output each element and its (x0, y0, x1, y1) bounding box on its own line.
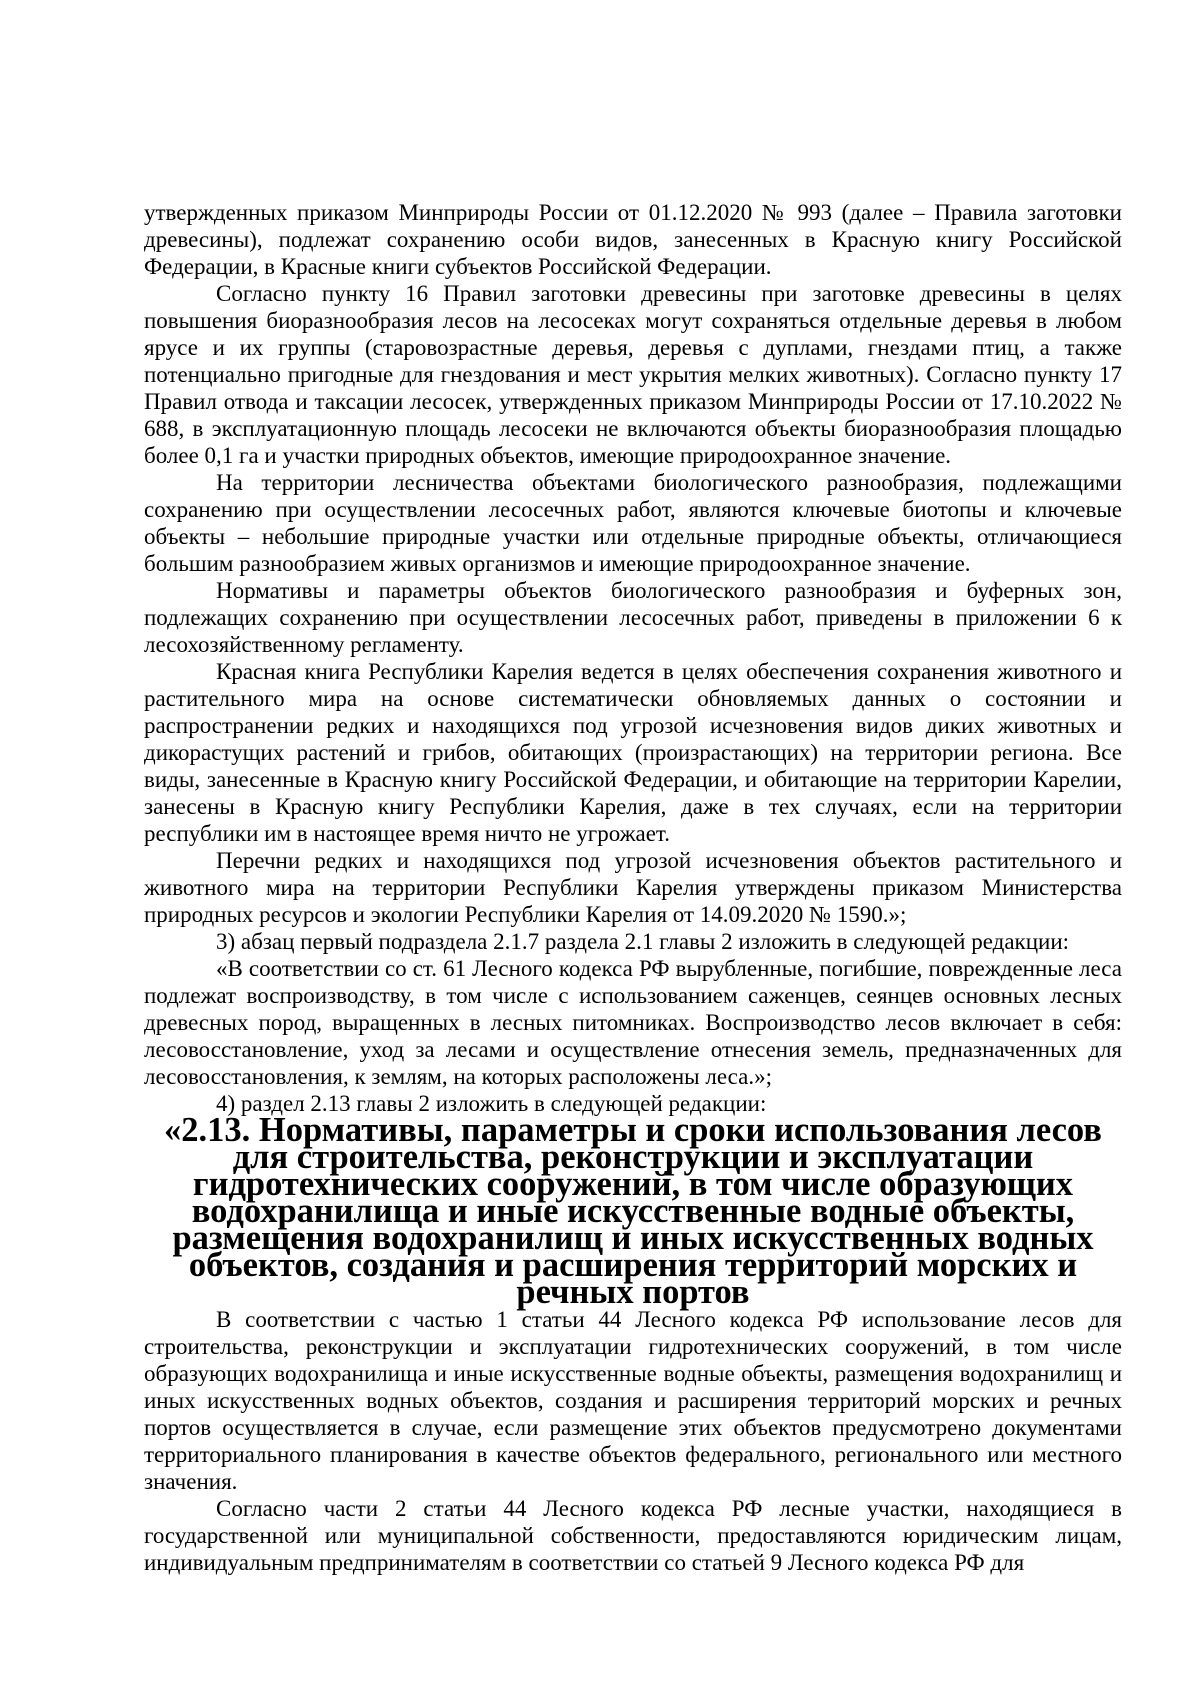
paragraph: утвержденных приказом Минприроды России от 01.12.2020 № 993 (далее – Правила заготовки древесины), подлежат сохранению особи видов, занесенных в Красную книгу Российской Федерации, в Красные книги субъектов Российской Федерации. (144, 200, 1122, 279)
paragraph: На территории лесничества объектами биологического разнообразия, подлежащими сохранению при осуществлении лесосечных работ, являются ключевые биотопы и ключевые объекты – небольшие природные участки или отдельные природные объекты, отличающиеся большим разнообразием живых организмов и имеющие природоохранное значение. (144, 470, 1122, 576)
paragraph: Согласно пункту 16 Правил заготовки древесины при заготовке древесины в целях повышения биоразнообразия лесов на лесосеках могут сохраняться отдельные деревья в любом ярусе и их группы (старовозрастные деревья, деревья с дуплами, гнездами птиц, а также потенциально пригодные для гнездования и мест укрытия мелких животных). Согласно пункту 17 Правил отвода и таксации лесосек, утвержденных приказом Минприроды России от 17.10.2022 № 688, в эксплуатационную площадь лесосеки не включаются объекты биоразнообразия площадью более 0,1 га и участки природных объектов, имеющие природоохранное значение. (144, 281, 1122, 468)
paragraph: Согласно части 2 статьи 44 Лесного кодекса РФ лесные участки, находящиеся в государственной или муниципальной собственности, предоставляются юридическим лицам, индивидуальным предпринимателям в соответствии со статьей 9 Лесного кодекса РФ для (144, 1496, 1122, 1575)
paragraph: В соответствии с частью 1 статьи 44 Лесного кодекса РФ использование лесов для строительства, реконструкции и эксплуатации гидротехнических сооружений, в том числе образующих водохранилища и иные искусственные водные объекты, размещения водохранилищ и иных искусственных водных объектов, создания и расширения территорий морских и речных портов осуществляется в случае, если размещение этих объектов предусмотрено документами территориального планирования в качестве объектов федерального, регионального или местного значения. (144, 1307, 1122, 1494)
paragraph: Перечни редких и находящихся под угрозой исчезновения объектов растительного и животного мира на территории Республики Карелия утверждены приказом Министерства природных ресурсов и экологии Республики Карелия от 14.09.2020 № 1590.»; (144, 848, 1122, 927)
paragraph: 3) абзац первый подраздела 2.1.7 раздела 2.1 главы 2 изложить в следующей редакции: (216, 929, 1070, 954)
paragraph: Красная книга Республики Карелия ведется в целях обеспечения сохранения животного и растительного мира на основе систематически обновляемых данных о состоянии и распространении редких и находящихся под угрозой исчезновения видов диких животных и дикорастущих растений и грибов, обитающих (произрастающих) на территории региона. Все виды, занесенные в Красную книгу Российской Федерации, и обитающие на территории Карелии, занесены в Красную книгу Республики Карелия, даже в тех случаях, если на территории республики им в настоящее время ничто не угрожает. (144, 659, 1122, 846)
section-heading: «2.13. Нормативы, параметры и сроки использования лесов для строительства, реконструкции и эксплуатации гидротехнических сооружений, в том числе образующих водохранилища и иные искусственные водные объекты, размещения водохранилищ и иных искусственных водных объектов, создания и расширения территорий морских и речных портов (164, 1111, 1102, 1311)
paragraph: Нормативы и параметры объектов биологического разнообразия и буферных зон, подлежащих сохранению при осуществлении лесосечных работ, приведены в приложении 6 к лесохозяйственному регламенту. (144, 578, 1122, 657)
paragraph: 4) раздел 2.13 главы 2 изложить в следующей редакции: (216, 1091, 767, 1116)
document-page (144, 199, 1122, 1576)
quoted-paragraph: «В соответствии со ст. 61 Лесного кодекса РФ вырубленные, погибшие, поврежденные леса подлежат воспроизводству, в том числе с использованием саженцев, сеянцев основных лесных древесных пород, выращенных в лесных питомниках. Воспроизводство лесов включает в себя: лесовосстановление, уход за лесами и осуществление отнесения земель, предназначенных для лесовосстановления, к землям, на которых расположены леса.»; (144, 956, 1122, 1089)
